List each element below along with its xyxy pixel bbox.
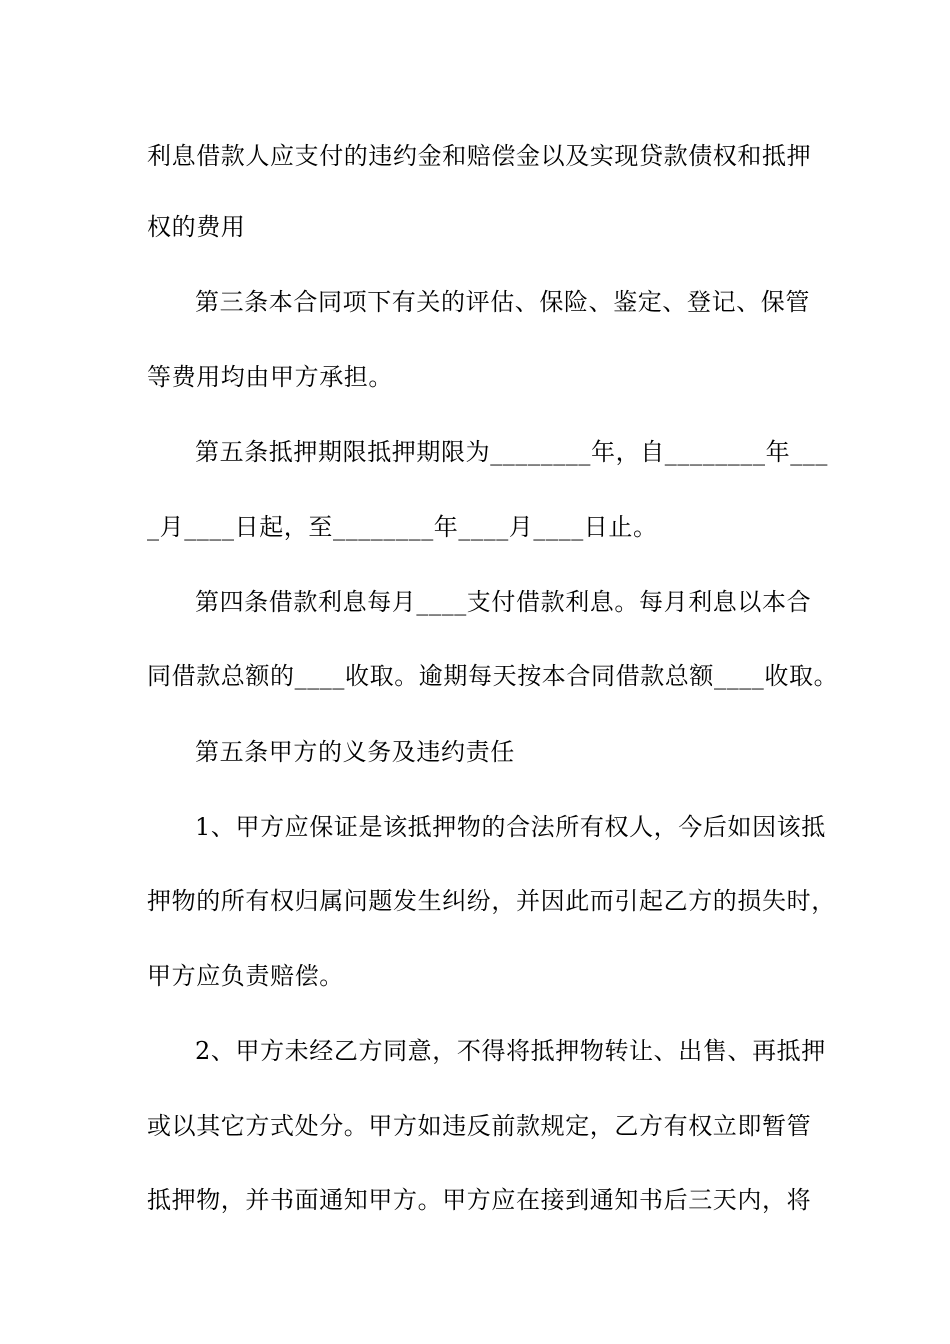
text-line: 第五条抵押期限抵押期限为________年，自________年___ bbox=[195, 438, 828, 466]
text-line: 等费用均由甲方承担。 bbox=[147, 363, 393, 391]
text-line: 1、甲方应保证是该抵押物的合法所有权人，今后如因该抵 bbox=[195, 813, 826, 841]
text-line: 或以其它方式处分。甲方如违反前款规定，乙方有权立即暂管 bbox=[147, 1112, 812, 1140]
text-line: 第五条甲方的义务及违约责任 bbox=[195, 738, 515, 766]
text-line: _月____日起，至________年____月____日止。 bbox=[147, 513, 658, 541]
text-line: 押物的所有权归属问题发生纠纷，并因此而引起乙方的损失时， bbox=[147, 887, 836, 915]
text-line: 利息借款人应支付的违约金和赔偿金以及实现贷款债权和抵押 bbox=[147, 142, 812, 170]
text-line: 权的费用 bbox=[147, 213, 246, 241]
text-line: 第三条本合同项下有关的评估、保险、鉴定、登记、保管 bbox=[195, 288, 810, 316]
text-line: 甲方应负责赔偿。 bbox=[147, 962, 344, 990]
text-line: 同借款总额的____收取。逾期每天按本合同借款总额____收取。 bbox=[147, 662, 839, 690]
text-line: 抵押物，并书面通知甲方。甲方应在接到通知书后三天内，将 bbox=[147, 1186, 812, 1214]
text-line: 2、甲方未经乙方同意，不得将抵押物转让、出售、再抵押 bbox=[195, 1037, 826, 1065]
text-line: 第四条借款利息每月____支付借款利息。每月利息以本合 bbox=[195, 588, 812, 616]
